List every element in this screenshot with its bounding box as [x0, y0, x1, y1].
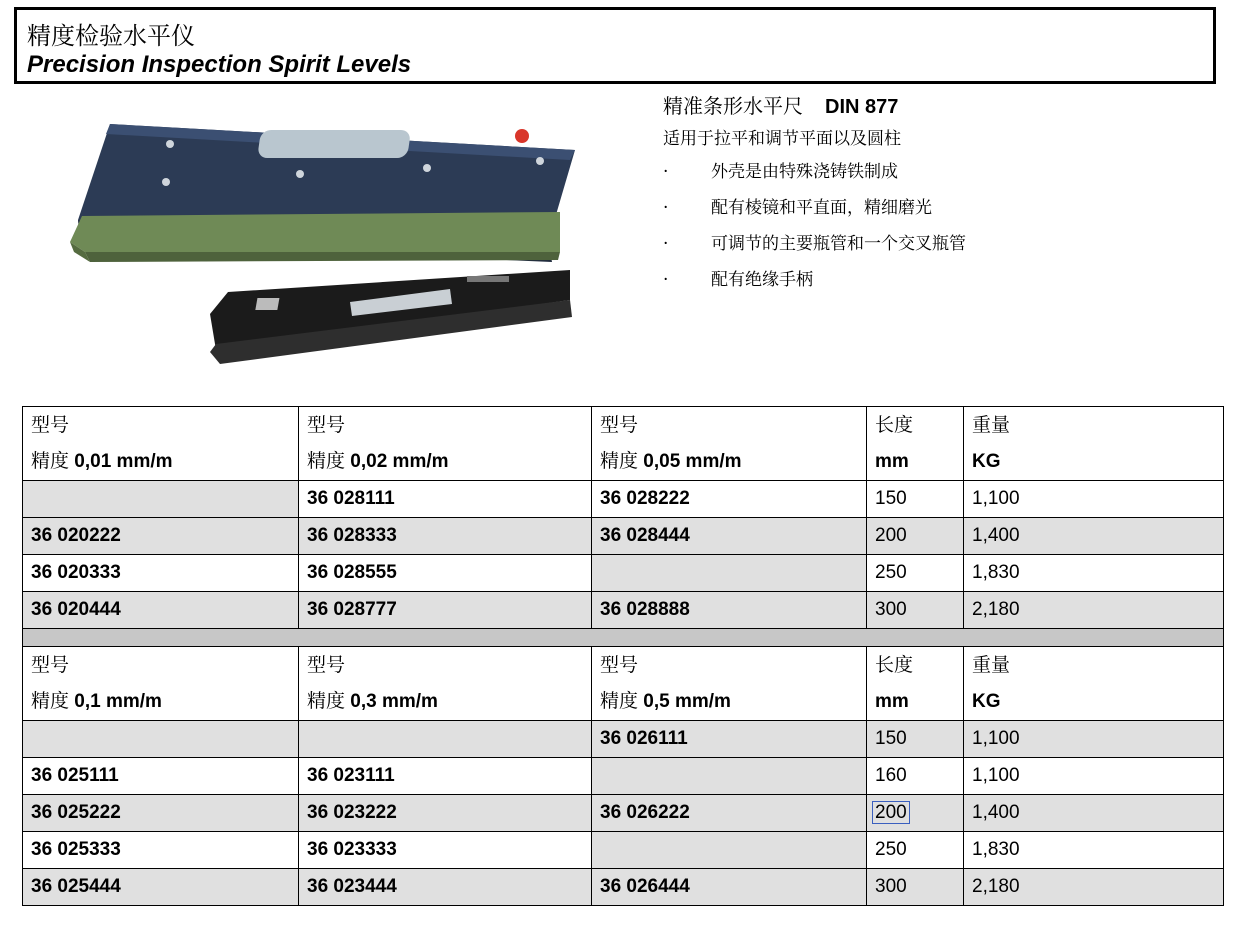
- header-cell: 精度 0,02 mm/m: [299, 443, 592, 481]
- length-cell: 150: [867, 721, 964, 758]
- weight-cell: 2,180: [964, 869, 1224, 906]
- bullet-symbol: ·: [663, 270, 669, 290]
- header-cell: 精度 0,05 mm/m: [592, 443, 867, 481]
- model-cell: 36 028888: [592, 592, 867, 629]
- header-cell: 型号: [299, 407, 592, 444]
- model-cell: 36 026444: [592, 869, 867, 906]
- weight-cell: 1,400: [964, 518, 1224, 555]
- model-cell: 36 026222: [592, 795, 867, 832]
- table-row: [23, 518, 1224, 555]
- bullet-text: 可调节的主要瓶管和一个交叉瓶管: [711, 234, 966, 254]
- model-cell: 36 028222: [592, 481, 867, 518]
- table2-header-row: [23, 647, 1224, 684]
- model-cell: 36 028333: [299, 518, 592, 555]
- bullet-text: 外壳是由特殊浇铸铁制成: [711, 162, 898, 182]
- bullet-item: [663, 226, 1223, 262]
- model-cell: 36 020222: [23, 518, 299, 555]
- model-cell: 36 020444: [23, 592, 299, 629]
- model-cell: [592, 832, 867, 869]
- model-cell: 36 023333: [299, 832, 592, 869]
- length-cell: 300: [867, 592, 964, 629]
- model-cell: 36 028111: [299, 481, 592, 518]
- bullet-symbol: ·: [663, 198, 669, 218]
- header-cell: 重量: [964, 407, 1224, 444]
- weight-cell: 1,100: [964, 721, 1224, 758]
- length-cell: 300: [867, 869, 964, 906]
- model-cell: [592, 555, 867, 592]
- header-cell: 精度 0,3 mm/m: [299, 683, 592, 721]
- model-cell: 36 025111: [23, 758, 299, 795]
- model-cell: 36 023111: [299, 758, 592, 795]
- length-cell: 250: [867, 555, 964, 592]
- table2-header-row: [23, 683, 1224, 721]
- header-cell: 长度: [867, 647, 964, 684]
- header-cell: 型号: [23, 647, 299, 684]
- bullet-item: [663, 190, 1223, 226]
- bullet-item: [663, 154, 1223, 190]
- model-cell: 36 028555: [299, 555, 592, 592]
- description-title: [663, 90, 1223, 122]
- model-cell: 36 023222: [299, 795, 592, 832]
- header-cell: 精度 0,1 mm/m: [23, 683, 299, 721]
- header-cell: 型号: [23, 407, 299, 444]
- weight-cell: 1,100: [964, 758, 1224, 795]
- table-row: [23, 758, 1224, 795]
- model-cell: 36 026111: [592, 721, 867, 758]
- table-row: [23, 869, 1224, 906]
- model-cell: [23, 481, 299, 518]
- spec-table: [22, 406, 1224, 906]
- length-value-selected[interactable]: 200: [872, 801, 910, 824]
- model-cell: 36 025333: [23, 832, 299, 869]
- bullet-text: 配有绝缘手柄: [711, 270, 813, 290]
- model-cell: 36 023444: [299, 869, 592, 906]
- model-cell: [299, 721, 592, 758]
- product-image: [70, 102, 590, 392]
- model-cell: 36 025222: [23, 795, 299, 832]
- model-cell: 36 020333: [23, 555, 299, 592]
- large-spirit-level-illustration: [70, 124, 575, 262]
- length-cell: 200: [867, 518, 964, 555]
- bullet-symbol: ·: [663, 234, 669, 254]
- header-cell: KG: [964, 683, 1224, 721]
- table-row: [23, 481, 1224, 518]
- header-cell: 精度 0,5 mm/m: [592, 683, 867, 721]
- bullet-symbol: ·: [663, 162, 669, 182]
- header-cell: 重量: [964, 647, 1224, 684]
- length-cell: 250: [867, 832, 964, 869]
- description-subtitle: 适用于拉平和调节平面以及圆柱: [663, 129, 901, 149]
- model-cell: [23, 721, 299, 758]
- model-cell: 36 028444: [592, 518, 867, 555]
- weight-cell: 2,180: [964, 592, 1224, 629]
- table-separator: [23, 629, 1224, 647]
- length-cell[interactable]: [867, 795, 964, 832]
- weight-cell: 1,830: [964, 555, 1224, 592]
- table-row: [23, 721, 1224, 758]
- table-row: [23, 795, 1224, 832]
- title-english: Precision Inspection Spirit Levels: [27, 51, 412, 78]
- table1-header-row: [23, 443, 1224, 481]
- table-row: [23, 592, 1224, 629]
- table1-header-row: [23, 407, 1224, 444]
- bullet-item: [663, 262, 1223, 298]
- product-description: [663, 88, 1223, 298]
- small-spirit-level-illustration: [210, 270, 572, 364]
- din-standard: DIN 877: [825, 96, 899, 118]
- table-row: [23, 832, 1224, 869]
- weight-cell: 1,830: [964, 832, 1224, 869]
- table-row: [23, 555, 1224, 592]
- header-cell: mm: [867, 683, 964, 721]
- length-cell: 150: [867, 481, 964, 518]
- header-cell: KG: [964, 443, 1224, 481]
- model-cell: 36 025444: [23, 869, 299, 906]
- header-cell: mm: [867, 443, 964, 481]
- weight-cell: 1,100: [964, 481, 1224, 518]
- model-cell: [592, 758, 867, 795]
- header-cell: 长度: [867, 407, 964, 444]
- header-cell: 精度 0,01 mm/m: [23, 443, 299, 481]
- header-cell: 型号: [592, 647, 867, 684]
- weight-cell: 1,400: [964, 795, 1224, 832]
- title-chinese: 精度检验水平仪: [27, 22, 195, 50]
- header-cell: 型号: [592, 407, 867, 444]
- title-box: [14, 7, 1216, 84]
- model-cell: 36 028777: [299, 592, 592, 629]
- bullet-text: 配有棱镜和平直面，精细磨光: [711, 198, 932, 218]
- description-title-cn: 精准条形水平尺: [663, 94, 803, 118]
- length-cell: 160: [867, 758, 964, 795]
- header-cell: 型号: [299, 647, 592, 684]
